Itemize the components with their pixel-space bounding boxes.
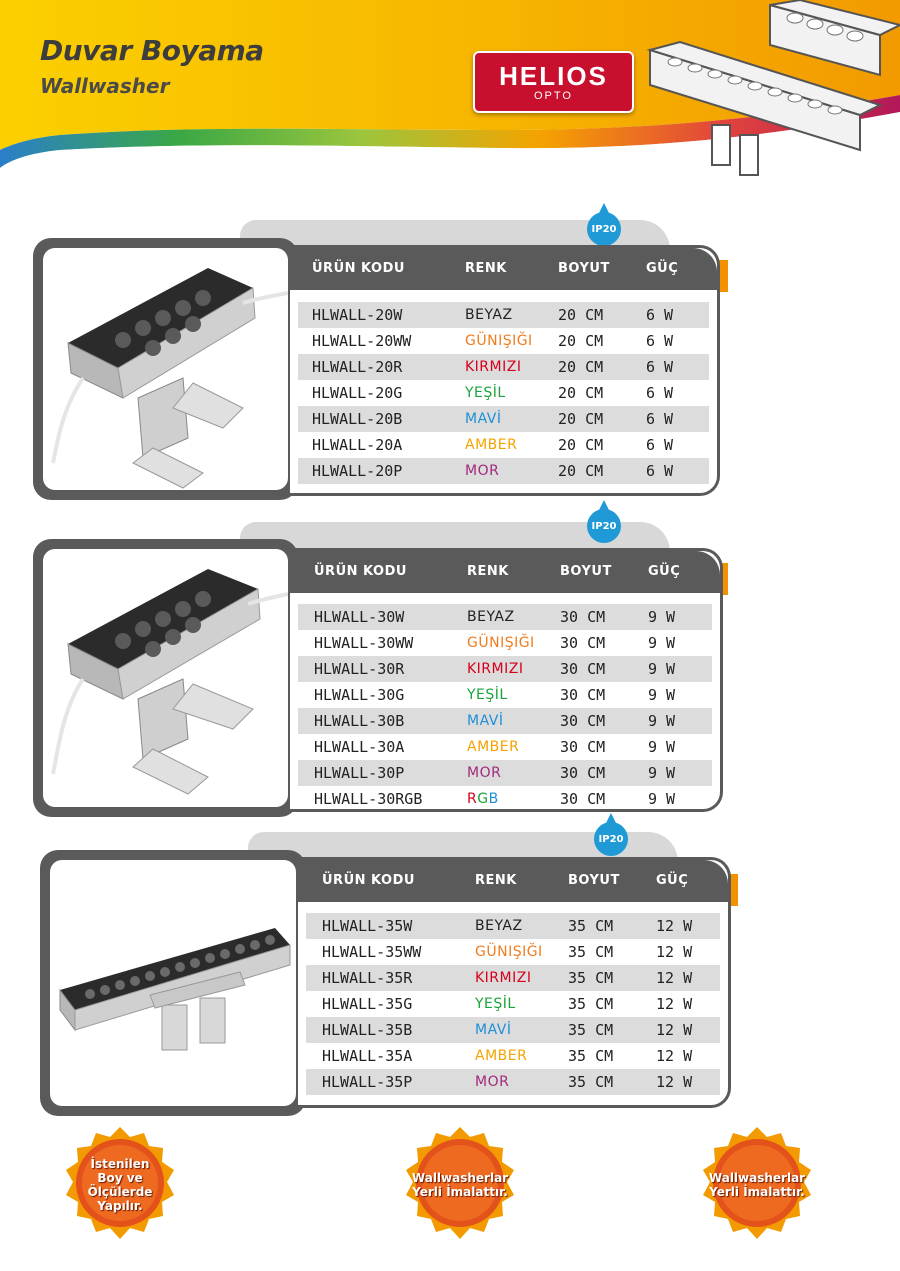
col-header-color: RENK (475, 873, 517, 888)
power-cell: 6 W (646, 306, 674, 324)
table-row (298, 458, 709, 484)
product-code-cell: HLWALL-30G (314, 686, 405, 704)
table-header (290, 551, 720, 593)
size-cell: 35 CM (568, 969, 614, 987)
size-cell: 30 CM (560, 634, 606, 652)
product-photo-frame (40, 850, 306, 1116)
logo-sub-text: OPTO (534, 90, 573, 102)
product-code-cell: HLWALL-35R (322, 969, 413, 987)
color-cell: MOR (467, 765, 502, 781)
power-cell: 12 W (656, 943, 693, 961)
product-code-cell: HLWALL-30R (314, 660, 405, 678)
size-cell: 30 CM (560, 712, 606, 730)
rgb-letter: G (477, 791, 489, 807)
table-row (298, 328, 709, 354)
page-title: Duvar Boyama (40, 34, 264, 67)
size-cell: 35 CM (568, 1047, 614, 1065)
color-cell: AMBER (475, 1048, 528, 1064)
size-cell: 20 CM (558, 410, 604, 428)
color-cell: MOR (475, 1074, 510, 1090)
size-cell: 30 CM (560, 660, 606, 678)
col-header-size: BOYUT (558, 261, 610, 276)
col-header-size: BOYUT (568, 873, 620, 888)
product-code-cell: HLWALL-20A (312, 436, 403, 454)
badge-local-production (400, 1125, 520, 1245)
product-section-35 (0, 812, 900, 1122)
power-cell: 12 W (656, 1073, 693, 1091)
table-row (306, 1069, 720, 1095)
table-row (306, 913, 720, 939)
power-cell: 9 W (648, 712, 676, 730)
color-cell: MOR (465, 463, 500, 479)
col-header-code: ÜRÜN KODU (314, 564, 407, 579)
size-cell: 30 CM (560, 608, 606, 626)
power-cell: 6 W (646, 436, 674, 454)
table-row (298, 656, 712, 682)
color-cell: GÜNIŞIĞI (475, 944, 543, 960)
col-header-color: RENK (467, 564, 509, 579)
color-cell: MAVİ (465, 411, 502, 427)
power-cell: 12 W (656, 995, 693, 1013)
table-row (306, 991, 720, 1017)
color-cell: MAVİ (475, 1022, 512, 1038)
size-cell: 20 CM (558, 462, 604, 480)
power-cell: 9 W (648, 738, 676, 756)
color-cell: YEŞİL (465, 385, 506, 401)
product-code-cell: HLWALL-30P (314, 764, 405, 782)
product-code-cell: HLWALL-20P (312, 462, 403, 480)
power-cell: 9 W (648, 608, 676, 626)
product-code-cell: HLWALL-20W (312, 306, 403, 324)
size-cell: 30 CM (560, 686, 606, 704)
size-cell: 30 CM (560, 790, 606, 808)
size-cell: 35 CM (568, 917, 614, 935)
power-cell: 9 W (648, 764, 676, 782)
power-cell: 9 W (648, 686, 676, 704)
col-header-power: GÜÇ (646, 261, 679, 276)
color-cell (467, 791, 499, 807)
table-row (298, 302, 709, 328)
spec-table (290, 548, 723, 812)
col-header-color: RENK (465, 261, 507, 276)
col-header-code: ÜRÜN KODU (322, 873, 415, 888)
product-code-cell: HLWALL-35G (322, 995, 413, 1013)
product-code-cell: HLWALL-30WW (314, 634, 414, 652)
table-row (298, 630, 712, 656)
product-code-cell: HLWALL-30W (314, 608, 405, 626)
size-cell: 20 CM (558, 332, 604, 350)
color-cell: GÜNIŞIĞI (467, 635, 535, 651)
power-cell: 9 W (648, 634, 676, 652)
power-cell: 9 W (648, 790, 676, 808)
table-row (298, 604, 712, 630)
product-section-20 (0, 190, 900, 500)
product-photo (43, 248, 288, 490)
size-cell: 35 CM (568, 1073, 614, 1091)
size-cell: 30 CM (560, 764, 606, 782)
color-cell: BEYAZ (465, 307, 513, 323)
product-code-cell: HLWALL-20WW (312, 332, 412, 350)
power-cell: 6 W (646, 410, 674, 428)
logo-brand-text: HELIOS (499, 61, 608, 91)
table-row (298, 380, 709, 406)
col-header-code: ÜRÜN KODU (312, 261, 405, 276)
ip-label: IP20 (591, 224, 617, 235)
rgb-letter: B (488, 791, 499, 807)
size-cell: 35 CM (568, 1021, 614, 1039)
table-row (298, 432, 709, 458)
table-row (306, 939, 720, 965)
table-row (298, 734, 712, 760)
color-cell: MAVİ (467, 713, 504, 729)
power-cell: 12 W (656, 969, 693, 987)
power-cell: 6 W (646, 332, 674, 350)
badge-custom-size (60, 1125, 180, 1245)
wallwasher-20-image (43, 248, 288, 490)
power-cell: 6 W (646, 462, 674, 480)
ip20-drop-icon (587, 212, 621, 246)
power-cell: 9 W (648, 660, 676, 678)
size-cell: 35 CM (568, 943, 614, 961)
table-header (298, 860, 728, 902)
power-cell: 6 W (646, 358, 674, 376)
product-code-cell: HLWALL-20G (312, 384, 403, 402)
table-header (290, 248, 717, 290)
col-header-power: GÜÇ (648, 564, 681, 579)
color-cell: GÜNIŞIĞI (465, 333, 533, 349)
size-cell: 20 CM (558, 358, 604, 376)
ip-label: IP20 (591, 521, 617, 532)
product-photo-frame (33, 238, 298, 500)
table-row (306, 1017, 720, 1043)
product-photo (50, 860, 296, 1106)
color-cell: AMBER (467, 739, 520, 755)
col-header-power: GÜÇ (656, 873, 689, 888)
table-row (298, 682, 712, 708)
size-cell: 20 CM (558, 384, 604, 402)
spec-table (298, 857, 731, 1108)
ip-label: IP20 (598, 834, 624, 845)
badge-local-production-2 (697, 1125, 817, 1245)
color-cell: KIRMIZI (475, 970, 532, 986)
header-wave-graphic (0, 0, 900, 210)
table-row (306, 965, 720, 991)
table-row (298, 786, 712, 812)
product-code-cell: HLWALL-30A (314, 738, 405, 756)
color-cell: KIRMIZI (465, 359, 522, 375)
product-code-cell: HLWALL-20R (312, 358, 403, 376)
product-photo (43, 549, 288, 807)
color-cell: AMBER (465, 437, 518, 453)
helios-logo (473, 51, 634, 113)
product-code-cell: HLWALL-30B (314, 712, 405, 730)
size-cell: 30 CM (560, 738, 606, 756)
spec-table (290, 245, 720, 496)
product-code-cell: HLWALL-35B (322, 1021, 413, 1039)
badge-text: İstenilen Boy ve Ölçülerde Yapılır. (87, 1157, 153, 1213)
product-code-cell: HLWALL-30RGB (314, 790, 423, 808)
product-code-cell: HLWALL-20B (312, 410, 403, 428)
color-cell: BEYAZ (467, 609, 515, 625)
table-row (298, 708, 712, 734)
table-row (298, 354, 709, 380)
wallwasher-35-image (50, 860, 296, 1106)
wallwasher-30-image (43, 549, 288, 807)
header-banner (0, 0, 900, 210)
product-code-cell: HLWALL-35WW (322, 943, 422, 961)
product-code-cell: HLWALL-35P (322, 1073, 413, 1091)
ip20-drop-icon (587, 509, 621, 543)
color-cell: KIRMIZI (467, 661, 524, 677)
product-code-cell: HLWALL-35W (322, 917, 413, 935)
product-photo-frame (33, 539, 298, 817)
size-cell: 20 CM (558, 306, 604, 324)
power-cell: 6 W (646, 384, 674, 402)
rgb-letter: R (467, 791, 478, 807)
size-cell: 20 CM (558, 436, 604, 454)
col-header-size: BOYUT (560, 564, 612, 579)
power-cell: 12 W (656, 1047, 693, 1065)
table-row (298, 406, 709, 432)
badge-text: Wallwasherlar Yerli İmalattır. (411, 1171, 509, 1199)
color-cell: YEŞİL (475, 996, 516, 1012)
page-subtitle: Wallwasher (40, 74, 170, 98)
product-section-30 (0, 495, 900, 825)
power-cell: 12 W (656, 1021, 693, 1039)
badge-text: Wallwasherlar Yerli İmalattır. (708, 1171, 806, 1199)
power-cell: 12 W (656, 917, 693, 935)
size-cell: 35 CM (568, 995, 614, 1013)
table-row (306, 1043, 720, 1069)
color-cell: YEŞİL (467, 687, 508, 703)
table-row (298, 760, 712, 786)
ip20-drop-icon (594, 822, 628, 856)
product-code-cell: HLWALL-35A (322, 1047, 413, 1065)
color-cell: BEYAZ (475, 918, 523, 934)
